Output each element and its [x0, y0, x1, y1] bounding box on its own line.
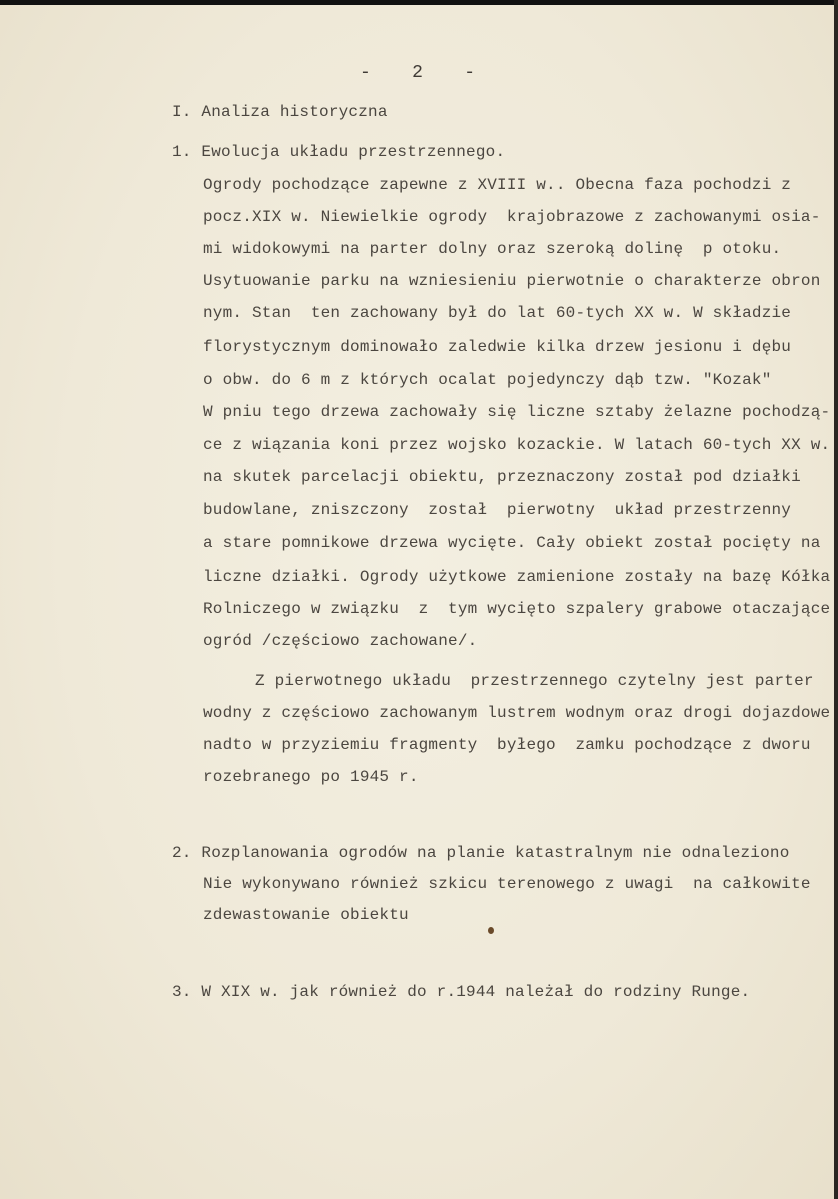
- text-line: na skutek parcelacji obiektu, przeznaczony został pod działki: [203, 468, 801, 486]
- text-line: mi widokowymi na parter dolny oraz szeroką dolinę p otoku.: [203, 240, 782, 258]
- text-line: florystycznym dominowało zaledwie kilka drzew jesionu i dębu: [203, 338, 792, 356]
- text-line: Rolniczego w związku z tym wycięto szpalery grabowe otaczające: [203, 600, 831, 618]
- text-line: ogród /częściowo zachowane/.: [203, 632, 478, 650]
- typewritten-page: [0, 5, 834, 1199]
- text-line: pocz.XIX w. Niewielkie ogrody krajobrazowe z zachowanymi osia-: [203, 208, 821, 226]
- text-line: rozebranego po 1945 r.: [203, 768, 419, 786]
- text-line: nadto w przyziemiu fragmenty byłego zamku pochodzące z dworu: [203, 736, 811, 754]
- text-line: 3. W XIX w. jak również do r.1944 należał do rodziny Runge.: [172, 983, 751, 1001]
- scan-edge-right: [834, 0, 838, 1199]
- text-line: nym. Stan ten zachowany był do lat 60-tych XX w. W składzie: [203, 304, 792, 322]
- ink-spot: [488, 927, 494, 934]
- page-number-dash: -: [360, 63, 371, 83]
- text-line: Nie wykonywano również szkicu terenowego z uwagi na całkowite: [203, 875, 811, 893]
- text-line: W pniu tego drzewa zachowały się liczne sztaby żelazne pochodzą-: [203, 403, 831, 421]
- text-line: zdewastowanie obiektu: [203, 906, 409, 924]
- text-line: Usytuowanie parku na wzniesieniu pierwotnie o charakterze obron: [203, 272, 821, 290]
- page-number: [360, 63, 475, 83]
- text-line: Z pierwotnego układu przestrzennego czytelny jest parter: [255, 672, 814, 690]
- text-line: ce z wiązania koni przez wojsko kozackie. W latach 60-tych XX w.: [203, 436, 831, 454]
- section-title: 1. Ewolucja układu przestrzennego.: [172, 143, 506, 161]
- page-number-value: 2: [412, 63, 423, 83]
- page-number-dash: -: [464, 63, 475, 83]
- text-line: liczne działki. Ogrody użytkowe zamienione zostały na bazę Kółka: [203, 568, 831, 586]
- heading: I. Analiza historyczna: [172, 103, 388, 121]
- text-line: wodny z częściowo zachowanym lustrem wodnym oraz drogi dojazdowe: [203, 704, 831, 722]
- text-line: o obw. do 6 m z których ocalat pojedynczy dąb tzw. "Kozak": [203, 371, 772, 389]
- text-line: budowlane, zniszczony został pierwotny układ przestrzenny: [203, 501, 792, 519]
- scan-edge-top: [0, 0, 838, 5]
- text-line: a stare pomnikowe drzewa wycięte. Cały obiekt został pocięty na: [203, 534, 821, 552]
- text-line: 2. Rozplanowania ogrodów na planie katastralnym nie odnaleziono: [172, 844, 790, 862]
- text-line: Ogrody pochodzące zapewne z XVIII w.. Obecna faza pochodzi z: [203, 176, 792, 194]
